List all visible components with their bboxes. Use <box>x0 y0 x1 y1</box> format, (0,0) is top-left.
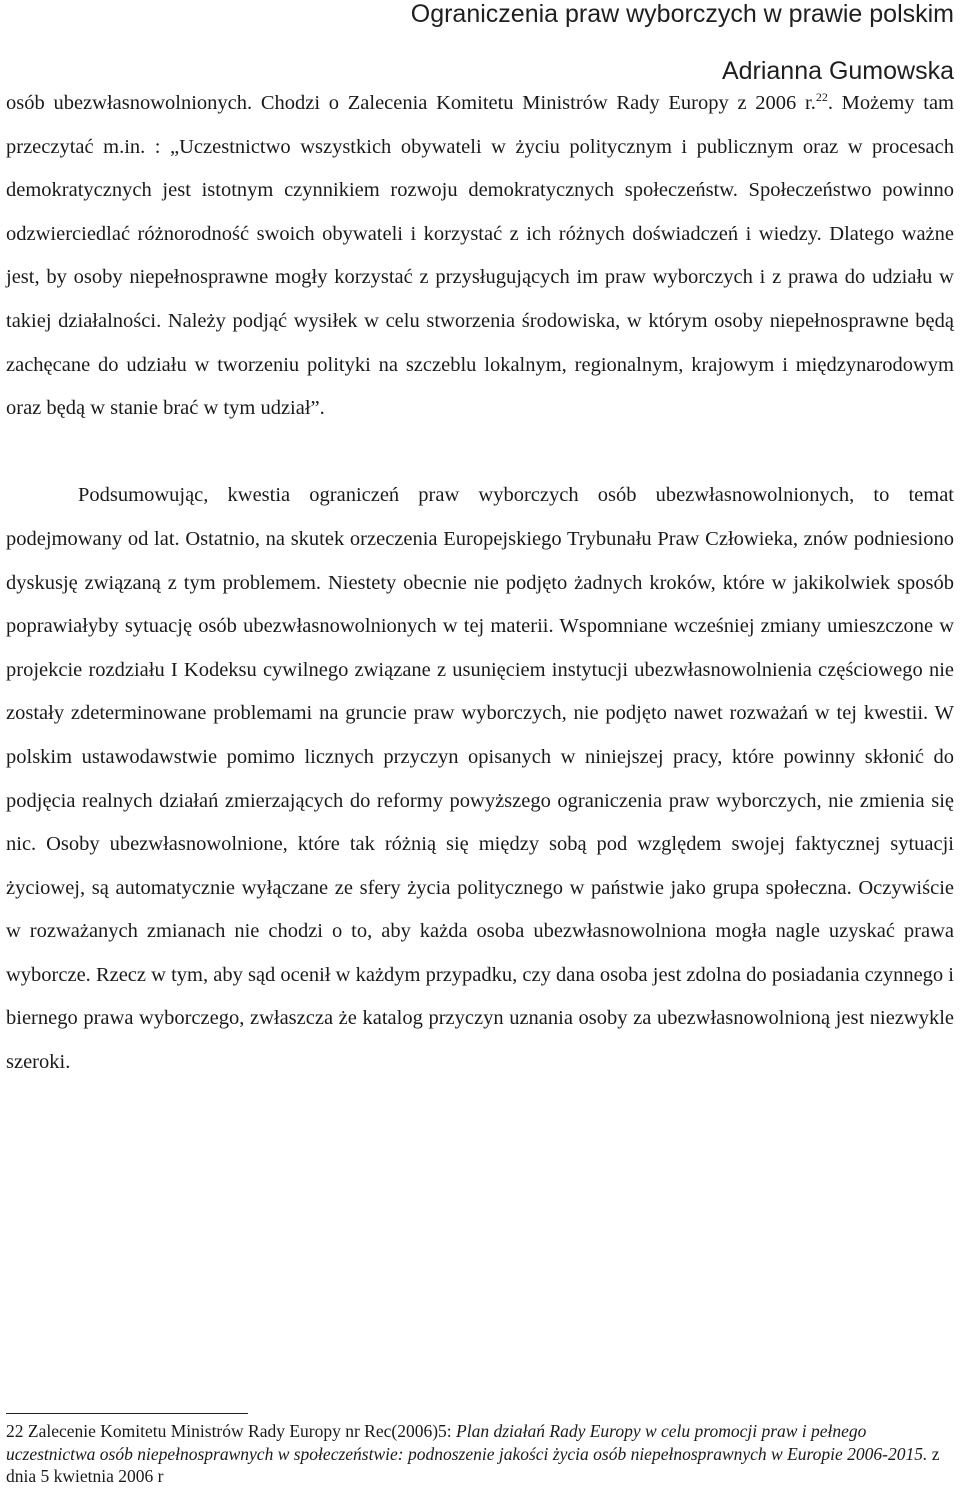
footnote-number: 22 <box>6 1421 24 1441</box>
footnote-prefix: Zalecenie Komitetu Ministrów Rady Europy nr Rec(2006)5: <box>23 1421 457 1441</box>
paragraph-quote <box>6 82 954 431</box>
document-title: Ograniczenia praw wyborczych w prawie polskim <box>410 0 954 28</box>
footnote-suffix: z dnia 5 kwietnia 2006 r <box>6 1443 940 1486</box>
paragraph-text-before-ref: osób ubezwłasnowolnionych. Chodzi o Zalecenia Komitetu Ministrów Rady Europy z 2006 r. <box>6 92 816 114</box>
footnote <box>6 1420 954 1488</box>
footnote-reference[interactable]: 22 <box>815 90 828 105</box>
running-header <box>411 0 954 86</box>
paragraph-summary: Podsumowując, kwestia ograniczeń praw wyborczych osób ubezwłasnowolnionych, to temat podejmowany od lat. Ostatnio, na skutek orzeczenia Europejskiego Trybunału Praw Człowieka, znów podniesiono dyskusję związaną z tym problemem. Niestety obecnie nie podjęto żadnych kroków, które w jakikolwiek sposób poprawiałyby sytuację osób ubezwłasnowolnionych w tej materii. Wspomniane wcześniej zmiany umieszczone w projekcie rozdziału I Kodeksu cywilnego związane z usunięciem instytucji ubezwłasnowolnienia częściowego nie zostały zdeterminowane problemami na gruncie praw wyborczych, nie podjęto nawet rozważań w tej kwestii. W polskim ustawodawstwie pomimo licznych przyczyn opisanych w niniejszej pracy, które powinny skłonić do podjęcia realnych działań zmierzających do reformy powyższego ograniczenia praw wyborczych, nie zmienia się nic. Osoby ubezwłasnowolnione, które tak różnią się między sobą pod względem swojej faktycznej sytuacji życiowej, są automatycznie wyłączane ze sfery życia politycznego w państwie jako grupa społeczna. Oczywiście w rozważanych zmianach nie chodzi o to, aby każda osoba ubezwłasnowolniona mogła nagle uzyskać prawa wyborcze. Rzecz w tym, aby sąd ocenił w każdym przypadku, czy dana osoba jest zdolna do posiadania czynnego i biernego prawa wyborczego, zwłaszcza że katalog przyczyn uznania osoby za ubezwłasnowolnioną jest niezwykle szeroki. <box>6 484 954 1074</box>
main-text <box>6 82 954 1085</box>
author-name: Adrianna Gumowska <box>721 57 954 85</box>
footnote-title: Plan działań Rady Europy w celu promocji praw i pełnego uczestnictwa osób niepełnosprawnych w społeczeństwie: podnoszenie jakości życia osób niepełnosprawnych w Europie 2006-2015. <box>6 1421 928 1464</box>
footnote-divider <box>6 1413 248 1414</box>
paragraph-text-after-ref: . Możemy tam przeczytać m.in. : „Uczestnictwo wszystkich obywateli w życiu politycznym i publicznym oraz w procesach demokratycznych jest istotnym czynnikiem rozwoju demokratycznych społeczeństw. Społeczeństwo powinno odzwierciedlać różnorodność swoich obywateli i korzystać z ich różnych doświadczeń i wiedzy. Dlatego ważne jest, by osoby niepełnosprawne mogły korzystać z przysługujących im praw wyborczych i z prawa do udziału w takiej działalności. Należy podjąć wysiłek w celu stworzenia środowiska, w którym osoby niepełnosprawne będą zachęcane do udziału w tworzeniu polityki na szczeblu lokalnym, regionalnym, krajowym i międzynarodowym oraz będą w stanie brać w tym udział”. <box>6 92 954 420</box>
